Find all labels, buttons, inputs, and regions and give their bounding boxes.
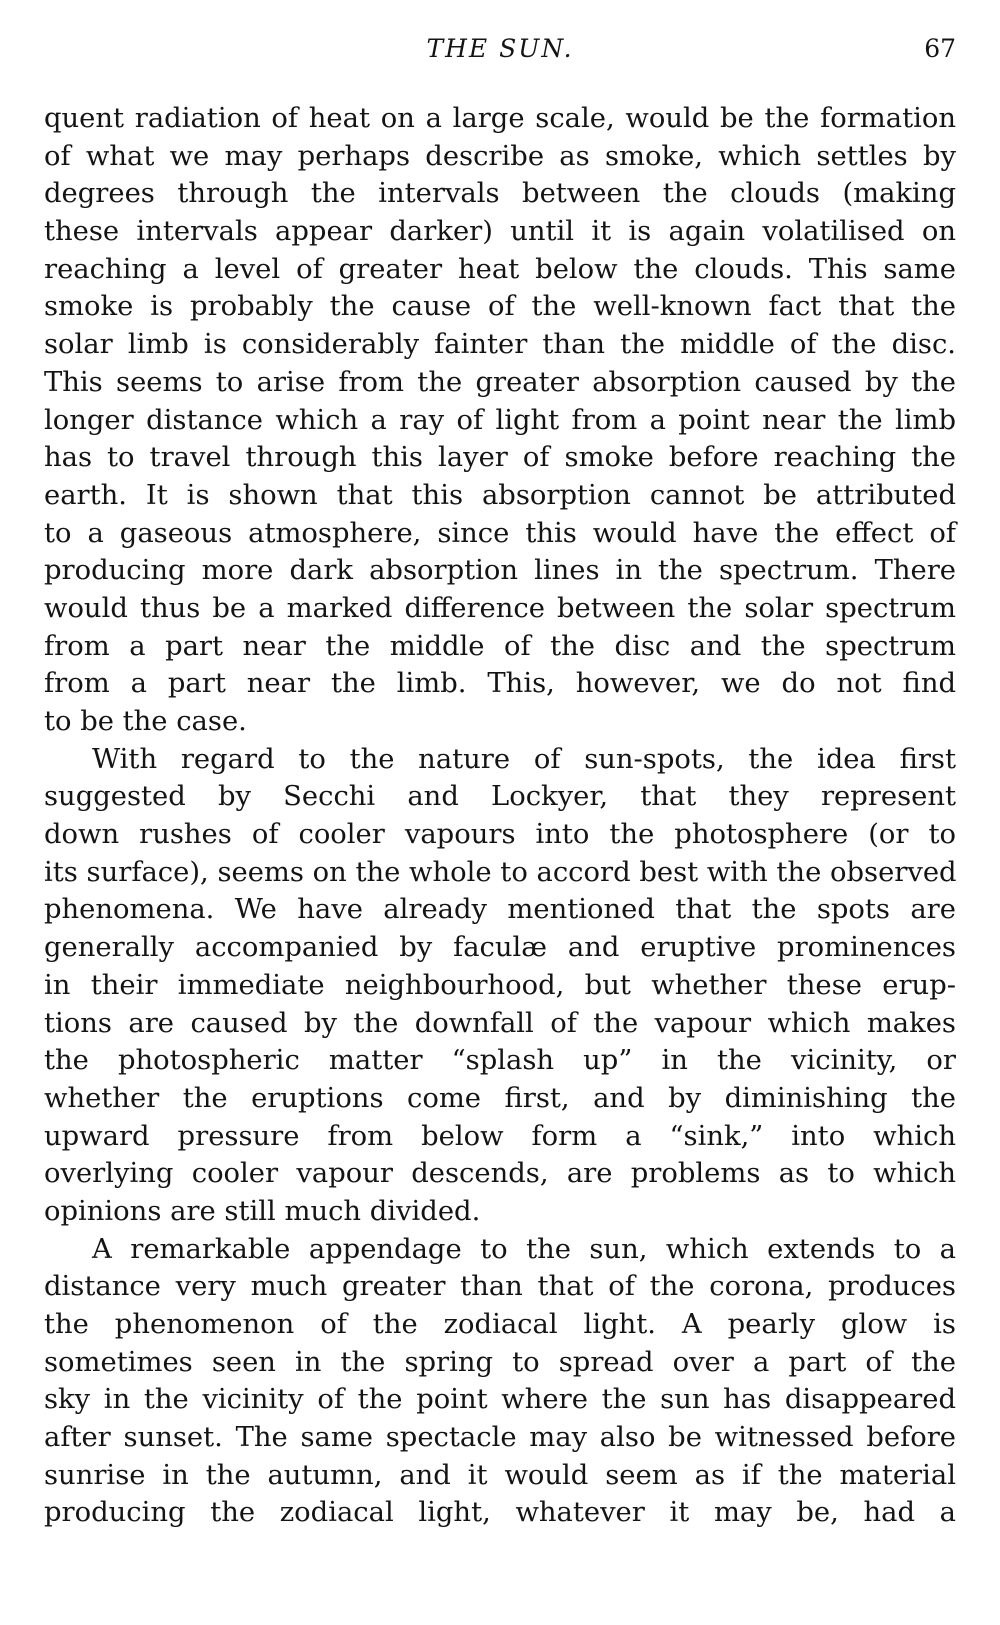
text-line-paragraph-start: A remarkable appendage to the sun, which extends to a xyxy=(92,1233,956,1265)
text-line-paragraph-start: With regard to the nature of sun-spots, the idea first xyxy=(92,743,956,775)
text-line: the phenomenon of the zodiacal light. A pearly glow is xyxy=(44,1309,956,1340)
text-line: down rushes of cooler vapours into the photosphere (or to xyxy=(44,819,956,851)
page-number: 67 xyxy=(924,34,956,63)
running-title: THE SUN. xyxy=(426,34,574,63)
text-line: distance very much greater than that of the corona, produces xyxy=(44,1271,956,1303)
text-line: its surface), seems on the whole to accord best with the observed xyxy=(44,856,957,888)
text-line: would thus be a marked difference between the solar spectrum xyxy=(44,592,956,624)
text-line: sky in the vicinity of the point where the sun has disappeared xyxy=(44,1384,956,1416)
text-line: from a part near the limb. This, however, we do not find xyxy=(44,668,956,700)
text-line: reaching a level of greater heat below the clouds. This same xyxy=(44,253,956,285)
text-line: whether the eruptions come first, and by diminishing the xyxy=(44,1082,956,1114)
text-line: solar limb is considerably fainter than the middle of the disc. xyxy=(44,329,956,361)
running-head xyxy=(44,34,956,70)
text-line: of what we may perhaps describe as smoke, which settles by xyxy=(44,140,956,172)
text-line: after sunset. The same spectacle may also be witnessed before xyxy=(44,1422,956,1454)
text-line: these intervals appear darker) until it is again volatilised on xyxy=(44,216,956,248)
text-line: has to travel through this layer of smoke before reaching the xyxy=(44,442,956,474)
text-line-paragraph-end: opinions are still much divided. xyxy=(44,1195,481,1227)
body-text xyxy=(44,100,956,1532)
text-line: quent radiation of heat on a large scale, would be the formation xyxy=(44,103,956,134)
text-line: sunrise in the autumn, and it would seem as if the material xyxy=(44,1459,956,1491)
text-line-paragraph-end: to be the case. xyxy=(44,706,247,737)
text-line: to a gaseous atmosphere, since this would have the effect of xyxy=(44,517,956,549)
text-line: upward pressure from below form a “sink,” into which xyxy=(44,1120,956,1152)
text-line: This seems to arise from the greater absorption caused by the xyxy=(44,366,956,398)
text-line: suggested by Secchi and Lockyer, that they represent xyxy=(44,781,956,813)
text-line: in their immediate neighbourhood, but whether these erup- xyxy=(44,969,956,1001)
text-line: smoke is probably the cause of the well-known fact that the xyxy=(44,291,956,323)
text-line: phenomena. We have already mentioned that the spots are xyxy=(44,894,956,926)
text-line: earth. It is shown that this absorption cannot be attributed xyxy=(44,479,956,511)
text-line: longer distance which a ray of light from a point near the limb xyxy=(44,404,956,436)
text-line: overlying cooler vapour descends, are problems as to which xyxy=(44,1158,956,1190)
text-line: sometimes seen in the spring to spread over a part of the xyxy=(44,1346,956,1378)
text-line: degrees through the intervals between the clouds (making xyxy=(44,178,956,210)
text-line: producing the zodiacal light, whatever it may be, had a xyxy=(44,1497,956,1529)
text-line: from a part near the middle of the disc and the spectrum xyxy=(44,630,956,662)
text-line: producing more dark absorption lines in the spectrum. There xyxy=(44,555,956,587)
text-line: generally accompanied by faculæ and eruptive prominences xyxy=(44,932,956,964)
text-line: the photospheric matter “splash up” in the vicinity, or xyxy=(44,1045,956,1077)
text-line: tions are caused by the downfall of the vapour which makes xyxy=(44,1007,956,1039)
